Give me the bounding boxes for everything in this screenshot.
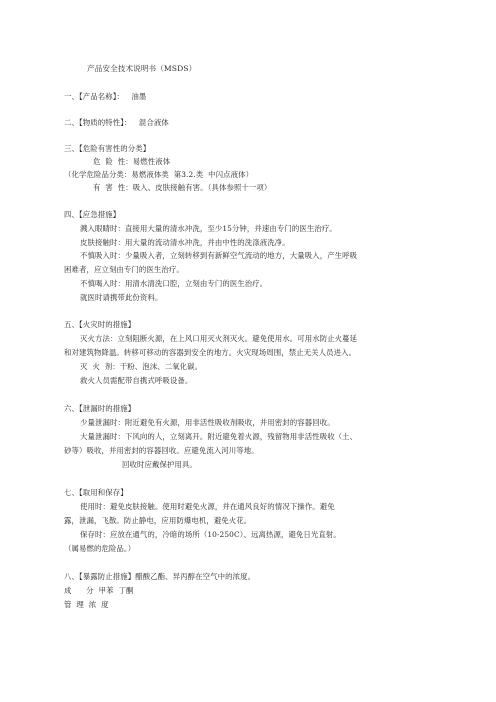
section-8-heading: 八、【暴露防止措施】醋酸乙酯、异丙醇在空气中的浓度。 [64,572,256,581]
section-3-heading: 三、【危险有害性的分类】 [64,144,151,153]
section-7-line-1: 使用时：避免皮肤接触。使用时避免火源，并在通风良好的情况下操作。避免 [80,502,335,511]
section-4-line-5: 不慎喝入时：用清水清洗口腔，立刻由专门的医生治疗。 [80,279,268,288]
section-5-line-1: 灭火方法：立刻阻断火源，在上风口用灭火剂灭火。避免使用水。可用水防止火蔓延 [80,334,358,343]
section-6-heading: 六、【泄漏时的措施】 [64,404,136,413]
section-5-line-2: 和对建筑物降温。转移可移动的容器到安全的地方。火灾现场周围，禁止无关人员进入。 [64,348,357,357]
section-5-line-3: 灭 火 剂：干粉、泡沫、二氧化碳。 [80,362,203,371]
section-6-line-3: 砂等）吸收，并用密封的容器回收。应避免流入河川等地。 [64,446,259,455]
section-3-line-3: 有 害 性：吸入、皮肤接触有害。（具体参照十一项） [93,183,272,192]
section-7-heading: 七、【取用和保存】 [64,488,128,497]
section-6-line-1: 少量泄漏时：附近避免有火源，用非活性吸收剂吸收，并用密封的容器回收。 [80,418,335,427]
section-8-line-1: 成 分 甲苯 丁酮 [64,586,134,595]
section-4-line-2: 皮肤接触时：用大量的流动清水冲洗，并由中性的洗涤液洗净。 [80,238,290,247]
section-1-product-name: 一、【产品名称】： 油墨 [64,92,147,101]
section-5-line-4: 救火人员需配带自携式呼吸设备。 [80,376,193,385]
section-4-heading: 四、【应急措施】 [64,210,121,219]
section-4-line-1: 溅入眼睛时：直接用大量的清水冲洗，至少15分钟，并速由专门的医生治疗。 [80,224,337,233]
section-7-line-2: 露，泄漏，飞散。防止静电，应用防爆电机，避免火花。 [64,516,252,525]
document-title: 产品安全技术说明书（MSDS） [87,64,197,73]
section-5-heading: 五、【火灾时的措施】 [64,320,136,329]
section-4-line-6: 就医时请携带此份资料。 [80,293,163,302]
section-8-line-2: 管 理 浓 度 [64,600,109,609]
section-6-line-4: 回收时应戴保护用具。 [122,460,197,469]
section-3-line-2: （化学危险品分类：易燃液体类 第3.2.类 中闪点液体） [64,170,254,179]
section-7-line-3: 保存时：应放在通气的，冷暗的场所（10-250C）、远离热源，避免日光直射。 [80,530,341,539]
section-6-line-2: 大量泄漏时：下风向的人，立刻离开。附近避免着火源，残留物用非活性吸收（土、 [80,432,358,441]
section-3-line-1: 危 险 性：易燃性液体 [93,157,171,166]
section-4-line-3: 不慎吸入时：少量吸入者，立刻转移到有新鲜空气流动的地方，大量吸入，产生呼吸 [80,251,358,260]
section-7-line-4: （属易燃的危险品。） [64,544,136,553]
section-4-line-4: 困难者，应立刻由专门的医生治疗。 [64,265,184,274]
section-2-properties: 二、【物质的特性】： 混合液体 [64,118,169,127]
